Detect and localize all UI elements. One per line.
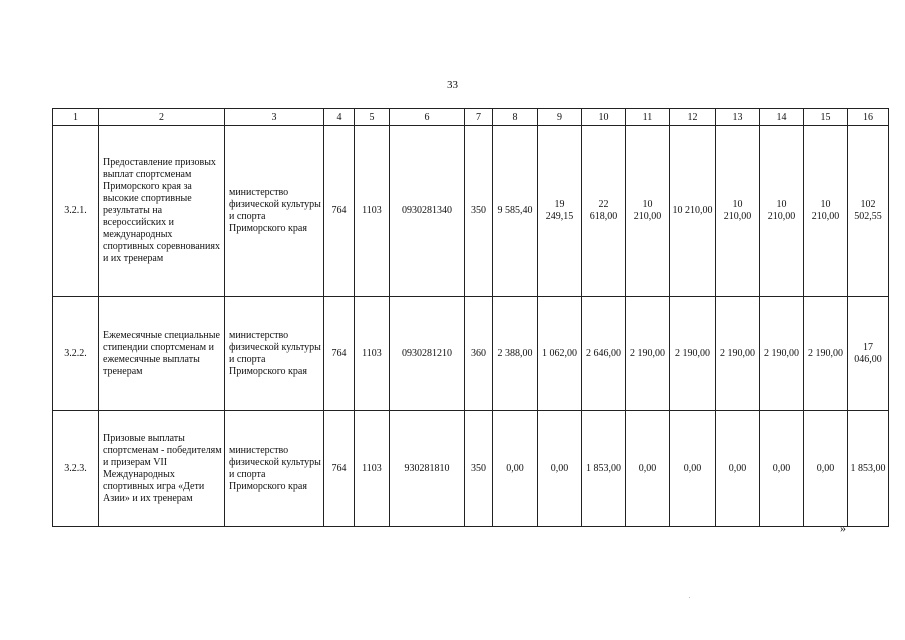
row-total: 102 502,55 (848, 126, 889, 297)
row-cell: 2 190,00 (760, 297, 804, 411)
table-row (53, 411, 889, 527)
row-cell: 1103 (355, 297, 390, 411)
header-cell: 13 (716, 109, 760, 126)
row-name: Призовые выплаты спортсменам - победителям и призерам VII Международных спортивных игра «Дети Азии» и их тренерам (99, 411, 225, 527)
header-cell: 14 (760, 109, 804, 126)
row-cell: 2 190,00 (626, 297, 670, 411)
row-cell: 0,00 (670, 411, 716, 527)
row-cell: 764 (324, 126, 355, 297)
row-cell: 360 (465, 297, 493, 411)
row-cell: 22 618,00 (582, 126, 626, 297)
header-cell: 10 (582, 109, 626, 126)
row-cell: 2 388,00 (493, 297, 538, 411)
row-cell: 1103 (355, 126, 390, 297)
row-organization: министерство физической культуры и спорта Приморского края (225, 297, 324, 411)
row-cell: 930281810 (390, 411, 465, 527)
row-cell: 1 062,00 (538, 297, 582, 411)
header-cell: 6 (390, 109, 465, 126)
row-cell: 0,00 (760, 411, 804, 527)
row-name: Ежемесячные специальные стипендии спортсменам и ежемесячные выплаты тренерам (99, 297, 225, 411)
row-cell: 10 210,00 (626, 126, 670, 297)
header-cell: 9 (538, 109, 582, 126)
row-total: 17 046,00 (848, 297, 889, 411)
header-cell: 4 (324, 109, 355, 126)
row-cell: 764 (324, 297, 355, 411)
row-cell: 0,00 (716, 411, 760, 527)
row-cell: 0,00 (538, 411, 582, 527)
row-cell: 19 249,15 (538, 126, 582, 297)
row-cell: 764 (324, 411, 355, 527)
row-total: 1 853,00 (848, 411, 889, 527)
row-cell: 1103 (355, 411, 390, 527)
header-cell: 12 (670, 109, 716, 126)
header-cell: 7 (465, 109, 493, 126)
row-cell: 0,00 (626, 411, 670, 527)
row-cell: 10 210,00 (804, 126, 848, 297)
row-cell: 0930281340 (390, 126, 465, 297)
budget-table (52, 108, 889, 527)
row-code: 3.2.1. (53, 126, 99, 297)
header-row (53, 109, 889, 126)
row-cell: 2 190,00 (670, 297, 716, 411)
row-code: 3.2.3. (53, 411, 99, 527)
header-cell: 16 (848, 109, 889, 126)
row-cell: 10 210,00 (670, 126, 716, 297)
row-cell: 2 190,00 (804, 297, 848, 411)
row-cell: 0,00 (804, 411, 848, 527)
row-cell: 9 585,40 (493, 126, 538, 297)
row-cell: 2 190,00 (716, 297, 760, 411)
table-row (53, 297, 889, 411)
row-cell: 0,00 (493, 411, 538, 527)
row-cell: 2 646,00 (582, 297, 626, 411)
row-cell: 1 853,00 (582, 411, 626, 527)
row-cell: 350 (465, 126, 493, 297)
row-organization: министерство физической культуры и спорта Приморского края (225, 126, 324, 297)
row-code: 3.2.2. (53, 297, 99, 411)
header-cell: 3 (225, 109, 324, 126)
row-cell: 10 210,00 (760, 126, 804, 297)
header-cell: 11 (626, 109, 670, 126)
scan-speck (689, 597, 690, 598)
header-cell: 1 (53, 109, 99, 126)
table-row (53, 126, 889, 297)
header-cell: 15 (804, 109, 848, 126)
row-cell: 350 (465, 411, 493, 527)
row-cell: 0930281210 (390, 297, 465, 411)
closing-quote-mark: » (840, 521, 846, 535)
row-name: Предоставление призовых выплат спортсменам Приморского края за высокие спортивные результаты на всероссийских и международных спортивных соревнованиях и их тренерам (99, 126, 225, 297)
row-cell: 10 210,00 (716, 126, 760, 297)
header-cell: 2 (99, 109, 225, 126)
header-cell: 5 (355, 109, 390, 126)
header-cell: 8 (493, 109, 538, 126)
row-organization: министерство физической культуры и спорта Приморского края (225, 411, 324, 527)
page-number: 33 (447, 79, 458, 91)
